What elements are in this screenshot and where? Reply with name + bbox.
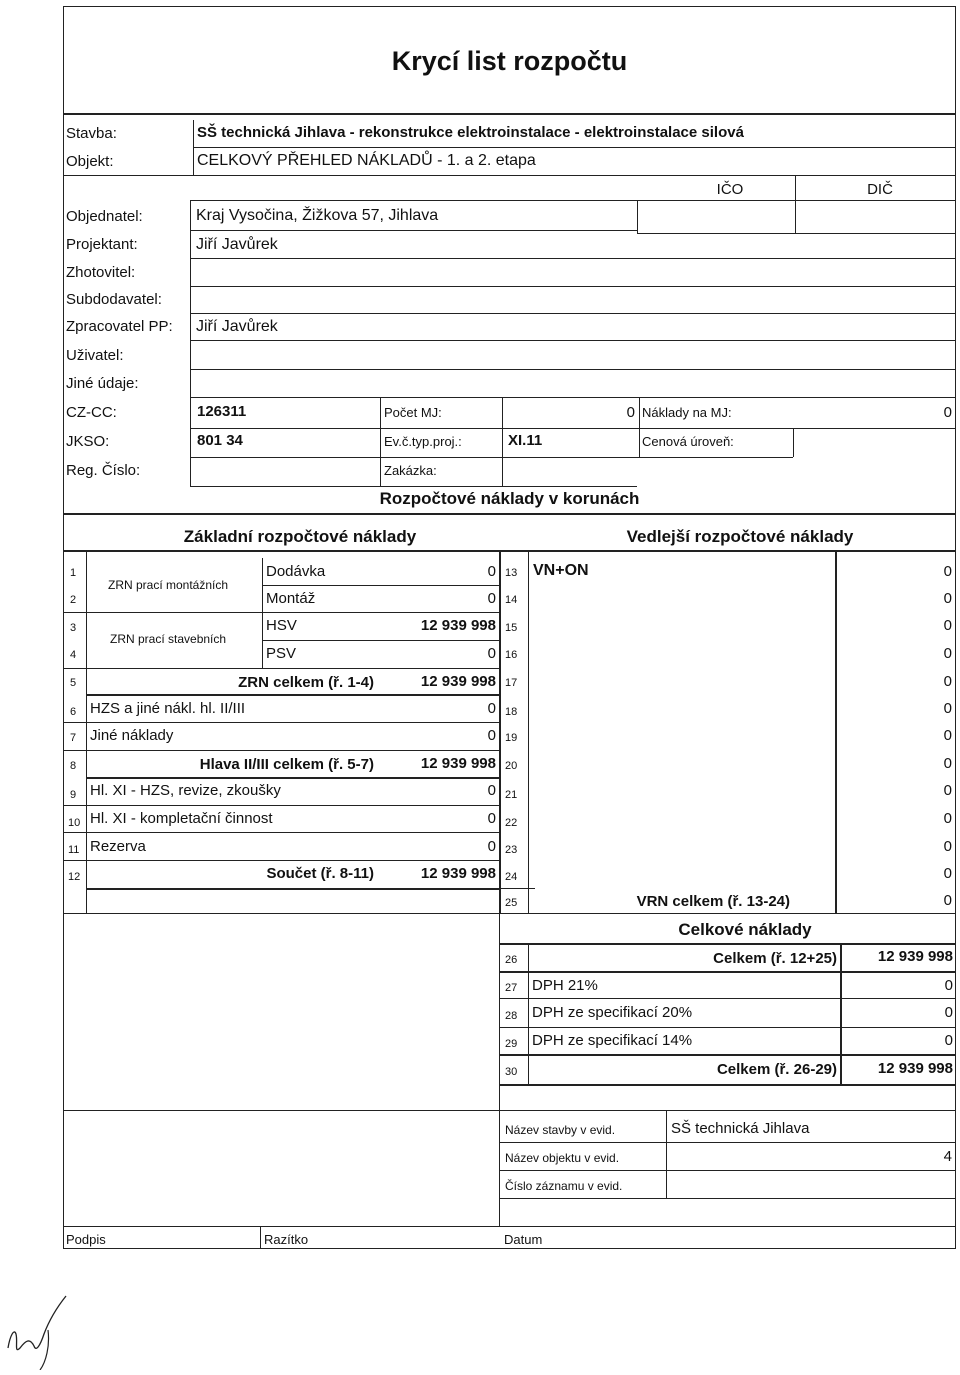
row-number: 27 bbox=[505, 982, 518, 994]
divider bbox=[528, 552, 529, 913]
row-number: 1 bbox=[70, 567, 77, 579]
row-number: 29 bbox=[505, 1038, 518, 1050]
evc-label: Ev.č.typ.proj.: bbox=[384, 434, 462, 449]
jkso-label: JKSO: bbox=[66, 433, 110, 450]
zakazka-label: Zakázka: bbox=[384, 463, 437, 478]
celkem-label: Celkem (ř. 12+25) bbox=[713, 950, 837, 967]
celkem-final-label: Celkem (ř. 26-29) bbox=[716, 1061, 837, 1078]
objekt-value: CELKOVÝ PŘEHLED NÁKLADŮ - 1. a 2. etapa bbox=[197, 152, 536, 169]
psv-value: 0 bbox=[487, 645, 496, 662]
divider bbox=[499, 1027, 956, 1028]
divider bbox=[63, 832, 499, 833]
divider bbox=[637, 200, 638, 233]
row-number: 8 bbox=[70, 760, 77, 772]
divider bbox=[63, 1110, 956, 1111]
row-number: 13 bbox=[505, 567, 518, 579]
naklady-mj-value: 0 bbox=[943, 404, 952, 421]
row-number: 12 bbox=[68, 871, 81, 883]
row-number: 23 bbox=[505, 844, 518, 856]
row-number: 14 bbox=[505, 594, 518, 606]
divider bbox=[190, 286, 955, 287]
divider bbox=[499, 971, 956, 973]
soucet-value: 12 939 998 bbox=[420, 865, 496, 882]
page-title: Krycí list rozpočtu bbox=[391, 46, 628, 76]
ico-label: IČO bbox=[716, 181, 744, 198]
divider bbox=[260, 1226, 261, 1249]
divider bbox=[190, 258, 955, 259]
divider bbox=[666, 1110, 667, 1198]
divider bbox=[63, 722, 499, 723]
evc-value: XI.11 bbox=[508, 432, 543, 449]
row-value: 0 bbox=[943, 865, 952, 882]
zrn-celkem-value: 12 939 998 bbox=[420, 673, 496, 690]
divider bbox=[63, 750, 499, 751]
divider bbox=[86, 552, 87, 913]
subdodavatel-label: Subdodavatel: bbox=[66, 291, 162, 308]
vrn-celkem-label: VRN celkem (ř. 13-24) bbox=[636, 893, 790, 910]
hlava-celkem-label: Hlava II/III celkem (ř. 5-7) bbox=[199, 756, 374, 773]
row-value: 0 bbox=[943, 673, 952, 690]
dph20-value: 0 bbox=[944, 1004, 953, 1021]
row-value: 0 bbox=[943, 838, 952, 855]
section-title: Rozpočtové náklady v korunách bbox=[379, 489, 640, 508]
row-value: 0 bbox=[943, 617, 952, 634]
divider bbox=[190, 428, 955, 429]
uzivatel-label: Uživatel: bbox=[66, 347, 124, 364]
right-title: Vedlejší rozpočtové náklady bbox=[626, 527, 854, 546]
row-value: 0 bbox=[943, 755, 952, 772]
psv-label: PSV bbox=[266, 645, 297, 662]
row-number: 21 bbox=[505, 789, 518, 801]
divider bbox=[190, 457, 793, 458]
divider bbox=[190, 397, 191, 486]
divider bbox=[63, 550, 956, 552]
row-number: 26 bbox=[505, 954, 518, 966]
hzs-label: HZS a jiné nákl. hl. II/III bbox=[90, 700, 246, 717]
celkem-value: 12 939 998 bbox=[877, 948, 953, 965]
cislo-zaznamu-label: Číslo záznamu v evid. bbox=[505, 1179, 623, 1193]
cenova-label: Cenová úroveň: bbox=[642, 434, 734, 449]
divider bbox=[528, 888, 529, 913]
row-number: 11 bbox=[68, 844, 80, 856]
divider bbox=[262, 558, 263, 668]
row-number: 4 bbox=[70, 649, 77, 661]
soucet-label: Součet (ř. 8-11) bbox=[266, 865, 374, 882]
dodavka-value: 0 bbox=[487, 563, 496, 580]
divider bbox=[63, 612, 499, 613]
pocet-mj-label: Počet MJ: bbox=[384, 405, 442, 420]
row-number: 22 bbox=[505, 817, 518, 829]
datum-label: Datum bbox=[504, 1232, 543, 1247]
row-number: 5 bbox=[70, 677, 77, 689]
row-number: 19 bbox=[505, 732, 518, 744]
naklady-mj-label: Náklady na MJ: bbox=[642, 405, 732, 420]
dph21-value: 0 bbox=[944, 977, 953, 994]
czcc-value: 126311 bbox=[197, 403, 247, 420]
dph14-label: DPH ze specifikací 14% bbox=[532, 1032, 693, 1049]
dph21-label: DPH 21% bbox=[532, 977, 598, 994]
dic-label: DIČ bbox=[867, 181, 893, 198]
jine-naklady-label: Jiné náklady bbox=[90, 727, 174, 744]
divider bbox=[795, 175, 796, 233]
podpis-label: Podpis bbox=[66, 1232, 106, 1247]
row-number: 20 bbox=[505, 760, 518, 772]
row-number: 16 bbox=[505, 649, 518, 661]
divider bbox=[190, 340, 955, 341]
divider bbox=[499, 943, 956, 945]
divider bbox=[63, 913, 956, 914]
kompletacni-label: Hl. XI - kompletační činnost bbox=[90, 810, 273, 827]
rezerva-value: 0 bbox=[487, 838, 496, 855]
divider bbox=[262, 640, 499, 641]
row-number: 6 bbox=[70, 706, 77, 718]
objednatel-label: Objednatel: bbox=[66, 208, 143, 225]
czcc-label: CZ-CC: bbox=[66, 404, 117, 421]
zrn-montaz-label: ZRN prací montážních bbox=[108, 578, 229, 592]
dph20-label: DPH ze specifikací 20% bbox=[532, 1004, 693, 1021]
zrn-staveb-label: ZRN prací stavebních bbox=[110, 632, 227, 646]
dodavka-label: Dodávka bbox=[266, 563, 326, 580]
row-number: 15 bbox=[505, 622, 518, 634]
row-number: 10 bbox=[68, 817, 81, 829]
divider bbox=[190, 397, 955, 398]
reg-label: Reg. Číslo: bbox=[66, 462, 141, 479]
divider bbox=[499, 1170, 956, 1171]
rezerva-label: Rezerva bbox=[90, 838, 146, 855]
divider bbox=[380, 397, 381, 486]
pocet-mj-value: 0 bbox=[626, 404, 635, 421]
handwritten-signature bbox=[0, 1290, 90, 1370]
zhotovitel-label: Zhotovitel: bbox=[66, 264, 136, 281]
divider bbox=[499, 888, 535, 889]
jkso-value: 801 34 bbox=[197, 432, 243, 449]
row-value: 0 bbox=[943, 782, 952, 799]
zpracovatel-label: Zpracovatel PP: bbox=[66, 318, 173, 335]
divider bbox=[499, 552, 501, 913]
divider bbox=[63, 860, 499, 861]
hlava-celkem-value: 12 939 998 bbox=[420, 755, 496, 772]
divider bbox=[190, 369, 955, 370]
vnon-value: 0 bbox=[943, 563, 952, 580]
stavba-label: Stavba: bbox=[66, 125, 117, 142]
divider bbox=[499, 1110, 500, 1226]
jine-naklady-value: 0 bbox=[487, 727, 496, 744]
divider bbox=[190, 486, 637, 487]
divider bbox=[262, 585, 499, 586]
projektant-value: Jiří Javůrek bbox=[196, 236, 278, 253]
row-number: 2 bbox=[70, 594, 77, 606]
zrn-celkem-label: ZRN celkem (ř. 1-4) bbox=[238, 674, 374, 691]
row-number: 18 bbox=[505, 706, 518, 718]
montaz-value: 0 bbox=[487, 590, 496, 607]
divider bbox=[499, 1142, 956, 1143]
row-value: 0 bbox=[943, 810, 952, 827]
row-number: 7 bbox=[70, 732, 77, 744]
divider bbox=[499, 888, 500, 1141]
objednatel-value: Kraj Vysočina, Žižkova 57, Jihlava bbox=[196, 207, 439, 224]
vnon-label: VN+ON bbox=[533, 562, 589, 579]
nazev-objektu-value: 4 bbox=[943, 1148, 952, 1165]
divider bbox=[63, 513, 956, 515]
divider bbox=[86, 888, 499, 890]
divider bbox=[528, 943, 529, 1085]
divider bbox=[63, 668, 499, 669]
divider bbox=[499, 1054, 956, 1056]
razitko-label: Razítko bbox=[264, 1232, 309, 1247]
nazev-objektu-label: Název objektu v evid. bbox=[505, 1151, 620, 1165]
row-value: 0 bbox=[943, 727, 952, 744]
row-number: 17 bbox=[505, 677, 518, 689]
dph14-value: 0 bbox=[944, 1032, 953, 1049]
divider bbox=[637, 233, 955, 234]
hzs-value: 0 bbox=[487, 700, 496, 717]
zpracovatel-value: Jiří Javůrek bbox=[196, 318, 278, 335]
divider bbox=[499, 1198, 956, 1199]
jine-udaje-label: Jiné údaje: bbox=[66, 375, 139, 392]
hzs-revize-label: Hl. XI - HZS, revize, zkoušky bbox=[90, 782, 281, 799]
row-number: 25 bbox=[505, 897, 518, 909]
nazev-stavby-label: Název stavby v evid. bbox=[505, 1123, 616, 1137]
divider bbox=[190, 230, 637, 231]
nazev-stavby-value: SŠ technická Jihlava bbox=[671, 1120, 810, 1137]
stavba-value: SŠ technická Jihlava - rekonstrukce elektroinstalace - elektroinstalace silová bbox=[197, 124, 744, 141]
objekt-label: Objekt: bbox=[66, 153, 114, 170]
divider bbox=[637, 200, 955, 201]
row-number: 9 bbox=[70, 789, 77, 801]
kompletacni-value: 0 bbox=[487, 810, 496, 827]
divider bbox=[190, 200, 637, 201]
divider bbox=[502, 397, 503, 486]
divider bbox=[793, 428, 794, 457]
divider bbox=[835, 552, 837, 913]
row-value: 0 bbox=[943, 700, 952, 717]
vrn-celkem-value: 0 bbox=[943, 892, 952, 909]
divider bbox=[63, 175, 956, 176]
hsv-label: HSV bbox=[266, 617, 297, 634]
row-number: 24 bbox=[505, 871, 518, 883]
celkem-final-value: 12 939 998 bbox=[877, 1060, 953, 1077]
divider bbox=[86, 777, 499, 779]
divider bbox=[835, 888, 837, 913]
divider bbox=[499, 998, 956, 999]
divider bbox=[193, 147, 955, 148]
divider bbox=[840, 943, 842, 1085]
row-number: 3 bbox=[70, 622, 77, 634]
divider bbox=[86, 694, 499, 696]
divider bbox=[499, 1084, 956, 1086]
total-title: Celkové náklady bbox=[678, 920, 812, 939]
divider bbox=[63, 805, 499, 806]
hzs-revize-value: 0 bbox=[487, 782, 496, 799]
divider bbox=[63, 113, 956, 115]
divider bbox=[190, 313, 955, 314]
row-number: 30 bbox=[505, 1066, 518, 1078]
left-title: Základní rozpočtové náklady bbox=[183, 527, 417, 546]
row-number: 28 bbox=[505, 1010, 518, 1022]
row-value: 0 bbox=[943, 645, 952, 662]
divider bbox=[63, 1226, 956, 1227]
row-value: 0 bbox=[943, 590, 952, 607]
hsv-value: 12 939 998 bbox=[420, 617, 496, 634]
montaz-label: Montáž bbox=[266, 590, 316, 607]
divider bbox=[639, 397, 640, 457]
projektant-label: Projektant: bbox=[66, 236, 138, 253]
